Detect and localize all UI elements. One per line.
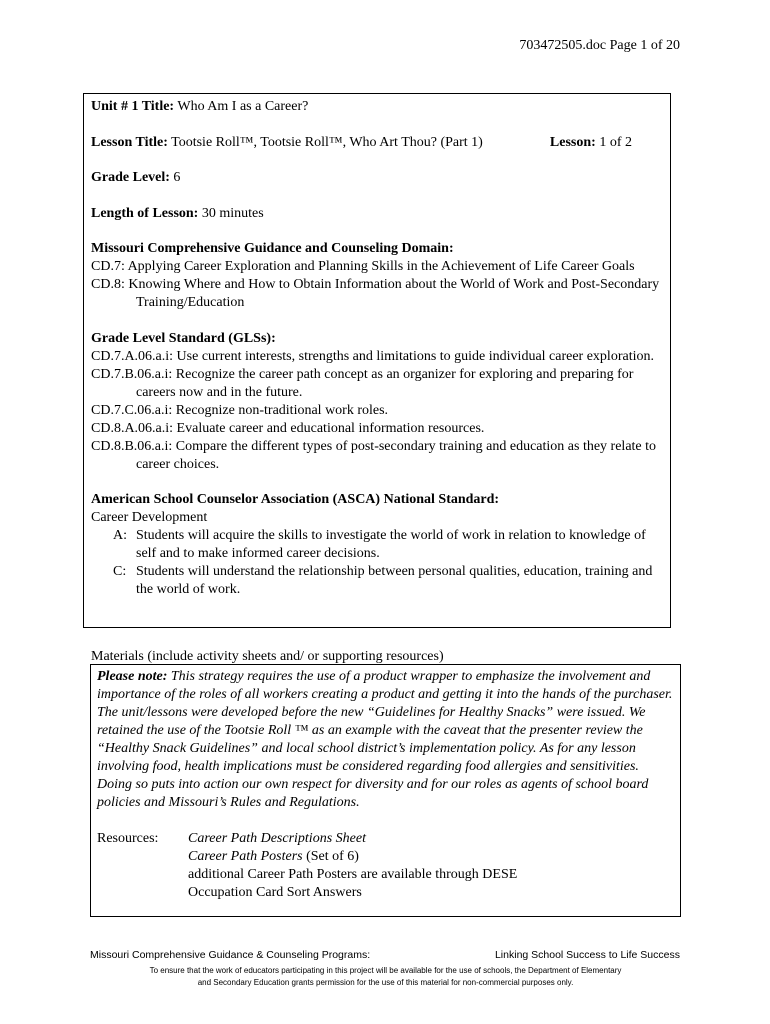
footer-permission-line: and Secondary Education grants permission for the use of this material for non-commercial purposes only.	[197, 978, 574, 987]
unit-title-value: Who Am I as a Career?	[177, 99, 309, 114]
gle-item: CD.7.A.06.a.i: Use current interests, strengths and limitations to guide individual career exploration.	[91, 348, 654, 364]
domain-item-cd8: CD.8: Knowing Where and How to Obtain Information about the World of Work and Post-Secondary Training/Education	[91, 277, 660, 310]
grade-level-value: 6	[173, 170, 181, 185]
footer-permission-line: To ensure that the work of educators participating in this project will be available for the use of schools, the Department of Elementary	[149, 966, 622, 975]
asca-subheading: Career Development	[91, 510, 208, 525]
asca-text: Students will understand the relationship between personal qualities, education, training and the world of work.	[136, 564, 653, 597]
gle-heading: Grade Level Standard (GLSs):	[91, 330, 276, 346]
unit-title-label: Unit # 1 Title:	[91, 99, 175, 114]
please-note-text: This strategy requires the use of a product wrapper to emphasize the involvement and importance of the roles of all workers creating a product and getting it into the hands of the purchaser. The unit/lessons were developed before the new “Guidelines for Healthy Snacks” were issued. We retained the use of the Tootsie Roll ™ as an example with the caveat that the presenter review the “Healthy Snack Guidelines” and local school district’s implementation policy. As for any lesson involving food, health implications must be considered regarding food allergies and sensitivities. Doing so puts into action our own respect for diversity and for our roles as agents of school board policies and Missouri’s Rules and Regulations.	[97, 669, 673, 810]
lesson-length-label: Length of Lesson:	[91, 205, 199, 221]
lesson-title-value: Tootsie Roll™, Tootsie Roll™, Who Art Thou? (Part 1)	[171, 134, 483, 150]
footer-program-name: Missouri Comprehensive Guidance & Counseling Programs:	[90, 949, 371, 961]
lesson-number-value: 1 of 2	[599, 134, 632, 150]
please-note-paragraph	[97, 668, 674, 812]
resource-item	[188, 848, 517, 866]
unit-title-line	[91, 98, 662, 116]
footer-tagline: Linking School Success to Life Success	[494, 949, 680, 961]
document-reference: 703472505.doc Page 1 of 20	[519, 38, 680, 53]
gle-item: CD.8.B.06.a.i: Compare the different types of post-secondary training and education as they relate to career choices.	[91, 438, 657, 472]
resource-item: Career Path Descriptions Sheet	[188, 831, 366, 846]
asca-text: Students will acquire the skills to investigate the world of work in relation to knowledge of self and to make informed career decisions.	[136, 528, 646, 561]
asca-letter: A:	[113, 528, 127, 543]
resources-label: Resources:	[97, 831, 159, 846]
resource-item-rest: (Set of 6)	[302, 849, 359, 864]
resources-section	[97, 830, 674, 902]
asca-standard-c	[91, 563, 662, 599]
please-note-label: Please note:	[97, 669, 168, 684]
gle-item: CD.7.C.06.a.i: Recognize non-traditional work roles.	[91, 402, 389, 418]
resource-item: additional Career Path Posters are available through DESE	[188, 867, 518, 882]
grade-level-line	[91, 169, 662, 187]
lesson-number-label: Lesson:	[549, 134, 596, 150]
materials-box	[90, 664, 681, 917]
lesson-info-box	[83, 93, 671, 628]
asca-letter: C:	[113, 564, 127, 579]
resources-list	[188, 830, 517, 902]
lesson-length-value: 30 minutes	[201, 205, 264, 221]
asca-standard-a	[91, 527, 662, 563]
lesson-length-line	[91, 205, 662, 223]
domain-item-cd7: CD.7: Applying Career Exploration and Planning Skills in the Achievement of Life Career Goals	[91, 259, 635, 274]
resource-item-italic: Career Path Posters	[188, 849, 303, 864]
gle-item: CD.7.B.06.a.i: Recognize the career path concept as an organizer for exploring and preparing for careers now and in the future.	[91, 366, 634, 400]
grade-level-label: Grade Level:	[91, 170, 170, 185]
lesson-title-line	[91, 134, 662, 152]
domain-heading: Missouri Comprehensive Guidance and Counseling Domain:	[91, 241, 454, 256]
materials-label: Materials (include activity sheets and/ or supporting resources)	[91, 649, 444, 664]
asca-heading: American School Counselor Association (ASCA) National Standard:	[91, 492, 500, 507]
gle-item: CD.8.A.06.a.i: Evaluate career and educational information resources.	[91, 420, 485, 436]
lesson-title-label: Lesson Title:	[91, 134, 168, 150]
footer-permission-note	[90, 965, 681, 989]
resource-item: Occupation Card Sort Answers	[188, 885, 362, 900]
